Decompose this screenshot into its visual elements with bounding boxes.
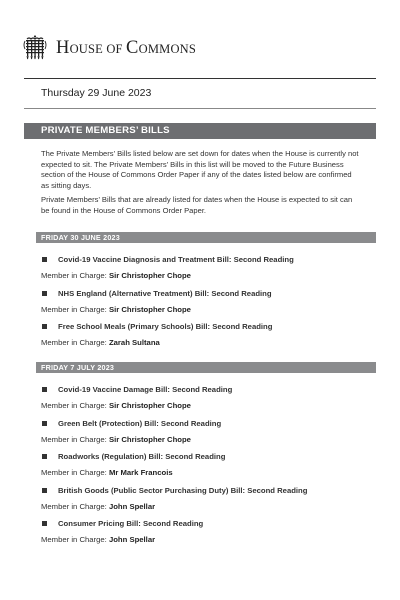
header-divider bbox=[24, 78, 376, 79]
bill-title: Consumer Pricing Bill: Second Reading bbox=[41, 519, 371, 528]
section-title: PRIVATE MEMBERS’ BILLS bbox=[41, 125, 170, 136]
square-bullet-icon bbox=[42, 421, 47, 426]
member-name: Sir Christopher Chope bbox=[108, 271, 191, 280]
page-header bbox=[23, 33, 196, 63]
square-bullet-icon bbox=[42, 387, 47, 392]
bill-title: British Goods (Public Sector Purchasing Duty) Bill: Second Reading bbox=[41, 486, 371, 495]
bill-title: Covid-19 Vaccine Damage Bill: Second Reading bbox=[41, 385, 371, 394]
square-bullet-icon bbox=[42, 521, 47, 526]
member-name: Sir Christopher Chope bbox=[108, 305, 191, 314]
intro-paragraph: Private Members’ Bills that are already listed for dates when the House is expected to sit can be found in the House of Commons Order Paper. bbox=[41, 195, 353, 215]
intro-text bbox=[41, 149, 359, 221]
member-in-charge: Member in Charge: Sir Christopher Chope bbox=[41, 401, 191, 410]
bill-item bbox=[41, 385, 371, 410]
bill-title: Covid-19 Vaccine Diagnosis and Treatment Bill: Second Reading bbox=[41, 255, 371, 264]
bill-item bbox=[41, 322, 371, 347]
document-date: Thursday 29 June 2023 bbox=[41, 87, 152, 99]
date-divider bbox=[24, 108, 376, 109]
square-bullet-icon bbox=[42, 488, 47, 493]
member-name: John Spellar bbox=[108, 535, 156, 544]
day-heading: FRIDAY 7 JULY 2023 bbox=[41, 363, 115, 372]
bill-title: Green Belt (Protection) Bill: Second Reading bbox=[41, 419, 371, 428]
square-bullet-icon bbox=[42, 324, 47, 329]
bill-item bbox=[41, 452, 371, 477]
day-heading-bar bbox=[36, 362, 376, 373]
intro-paragraph: The Private Members’ Bills listed below are set down for dates when the House is currently not expected to sit. The Private Members’ Bills in this list will be moved to the Future Business section of the House of Commons Order Paper if any of the dates listed below are confirmed as sitting days. bbox=[41, 149, 359, 190]
day-heading: FRIDAY 30 JUNE 2023 bbox=[41, 233, 120, 242]
bill-title: Free School Meals (Primary Schools) Bill: Second Reading bbox=[41, 322, 371, 331]
member-in-charge: Member in Charge: John Spellar bbox=[41, 535, 156, 544]
bill-item bbox=[41, 289, 371, 314]
member-name: Zarah Sultana bbox=[108, 338, 160, 347]
square-bullet-icon bbox=[42, 257, 47, 262]
member-in-charge: Member in Charge: Sir Christopher Chope bbox=[41, 271, 191, 280]
bill-item bbox=[41, 255, 371, 280]
member-in-charge: Member in Charge: Mr Mark Francois bbox=[41, 468, 173, 477]
member-in-charge: Member in Charge: Sir Christopher Chope bbox=[41, 305, 191, 314]
square-bullet-icon bbox=[42, 454, 47, 459]
member-in-charge: Member in Charge: Zarah Sultana bbox=[41, 338, 160, 347]
square-bullet-icon bbox=[42, 291, 47, 296]
portcullis-logo-icon bbox=[23, 35, 47, 61]
bill-item bbox=[41, 519, 371, 544]
org-name: HOUSE OF COMMONS bbox=[56, 37, 197, 58]
day-heading-bar bbox=[36, 232, 376, 243]
member-name: Sir Christopher Chope bbox=[108, 435, 191, 444]
section-heading-bar bbox=[24, 123, 376, 139]
member-name: John Spellar bbox=[108, 502, 156, 511]
member-in-charge: Member in Charge: Sir Christopher Chope bbox=[41, 435, 191, 444]
member-in-charge: Member in Charge: John Spellar bbox=[41, 502, 156, 511]
bill-item bbox=[41, 486, 371, 511]
member-name: Mr Mark Francois bbox=[108, 468, 173, 477]
bill-title: NHS England (Alternative Treatment) Bill: Second Reading bbox=[41, 289, 371, 298]
bill-title: Roadworks (Regulation) Bill: Second Reading bbox=[41, 452, 371, 461]
bill-item bbox=[41, 419, 371, 444]
member-name: Sir Christopher Chope bbox=[108, 401, 191, 410]
